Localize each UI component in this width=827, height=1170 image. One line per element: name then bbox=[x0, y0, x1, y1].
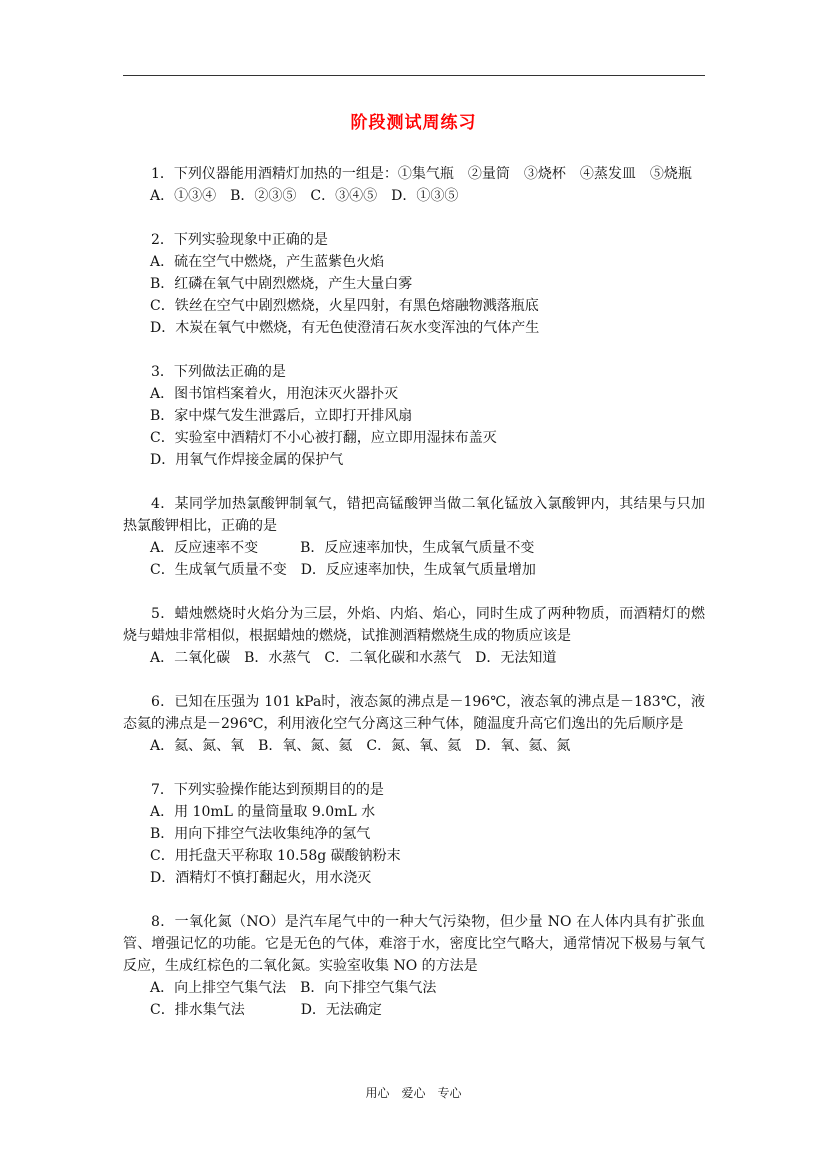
option-a: A．硫在空气中燃烧，产生蓝紫色火焰 bbox=[150, 254, 385, 270]
option-list bbox=[123, 735, 705, 757]
option-line-ab: A．反应速率不变 B．反应速率加快，生成氧气质量不变 bbox=[150, 540, 535, 556]
question-6 bbox=[123, 691, 705, 757]
header-rule bbox=[123, 75, 705, 76]
option-line-ab: A．向上排空气集气法 B．向下排空气集气法 bbox=[150, 980, 437, 996]
option-b: B．家中煤气发生泄露后，立即打开排风扇 bbox=[150, 408, 413, 424]
question-1 bbox=[123, 163, 705, 207]
option-line: A．①③④ B．②③⑤ C．③④⑤ D．①③⑤ bbox=[150, 188, 459, 204]
question-stem: 8．一氧化氮（NO）是汽车尾气中的一种大气污染物，但少量 NO 在人体内具有扩张血管、增强记忆的功能。它是无色的气体，难溶于水，密度比空气略大，通常情况下极易与氧气反应，生成红棕色的二氧化氮。实验室收集 NO 的方法是 bbox=[123, 914, 705, 974]
option-a: A．图书馆档案着火，用泡沫灭火器扑灭 bbox=[150, 386, 399, 402]
question-stem: 5．蜡烛燃烧时火焰分为三层，外焰、内焰、焰心，同时生成了两种物质，而酒精灯的燃烧与蜡烛非常相似，根据蜡烛的燃烧，试推测酒精燃烧生成的物质应该是 bbox=[123, 606, 705, 644]
option-c: C．用托盘天平称取 10.58g 碳酸钠粉末 bbox=[150, 848, 401, 864]
option-d: D．用氧气作焊接金属的保护气 bbox=[150, 452, 344, 468]
question-stem: 6．已知在压强为 101 kPa时，液态氮的沸点是－196℃，液态氧的沸点是－183℃，液态氦的沸点是－296℃，利用液化空气分离这三种气体，随温度升高它们逸出的先后顺序是 bbox=[123, 694, 705, 732]
option-line-cd: C．生成氧气质量不变 D．反应速率加快，生成氧气质量增加 bbox=[150, 562, 536, 578]
option-list bbox=[123, 537, 705, 581]
option-c: C．铁丝在空气中剧烈燃烧，火星四射，有黑色熔融物溅落瓶底 bbox=[150, 298, 539, 314]
question-4 bbox=[123, 493, 705, 581]
option-line-cd: C．排水集气法 D．无法确定 bbox=[150, 1002, 382, 1018]
question-stem: 3．下列做法正确的是 bbox=[151, 364, 286, 380]
option-list bbox=[123, 977, 705, 1021]
option-list bbox=[123, 251, 705, 339]
question-stem: 4．某同学加热氯酸钾制氧气，错把高锰酸钾当做二氧化锰放入氯酸钾内，其结果与只加热氯酸钾相比，正确的是 bbox=[123, 496, 705, 534]
option-b: B．红磷在氧气中剧烈燃烧，产生大量白雾 bbox=[150, 276, 413, 292]
question-stem: 1．下列仪器能用酒精灯加热的一组是：①集气瓶 ②量筒 ③烧杯 ④蒸发皿 ⑤烧瓶 bbox=[151, 166, 692, 182]
option-d: D．酒精灯不慎打翻起火，用水浇灭 bbox=[150, 870, 372, 886]
option-line: A．氦、氮、氧 B．氧、氮、氦 C．氮、氧、氦 D．氧、氦、氮 bbox=[150, 738, 571, 754]
question-5 bbox=[123, 603, 705, 669]
option-list bbox=[123, 185, 705, 207]
option-list bbox=[123, 383, 705, 471]
option-c: C．实验室中酒精灯不小心被打翻，应立即用湿抹布盖灭 bbox=[150, 430, 497, 446]
option-b: B．用向下排空气法收集纯净的氢气 bbox=[150, 826, 371, 842]
page-title: 阶段测试周练习 bbox=[350, 113, 477, 133]
option-list bbox=[123, 801, 705, 889]
question-list bbox=[123, 163, 705, 1043]
option-list bbox=[123, 647, 705, 669]
option-line: A．二氧化碳 B．水蒸气 C．二氧化碳和水蒸气 D．无法知道 bbox=[150, 650, 557, 666]
option-d: D．木炭在氧气中燃烧，有无色使澄清石灰水变浑浊的气体产生 bbox=[150, 320, 540, 336]
page-footer: 用心 爱心 专心 bbox=[365, 1086, 462, 1100]
option-a: A．用 10mL 的量筒量取 9.0mL 水 bbox=[150, 804, 376, 820]
question-8 bbox=[123, 911, 705, 1021]
question-7 bbox=[123, 779, 705, 889]
question-stem: 2．下列实验现象中正确的是 bbox=[151, 232, 328, 248]
question-stem: 7．下列实验操作能达到预期目的的是 bbox=[151, 782, 384, 798]
question-2 bbox=[123, 229, 705, 339]
question-3 bbox=[123, 361, 705, 471]
